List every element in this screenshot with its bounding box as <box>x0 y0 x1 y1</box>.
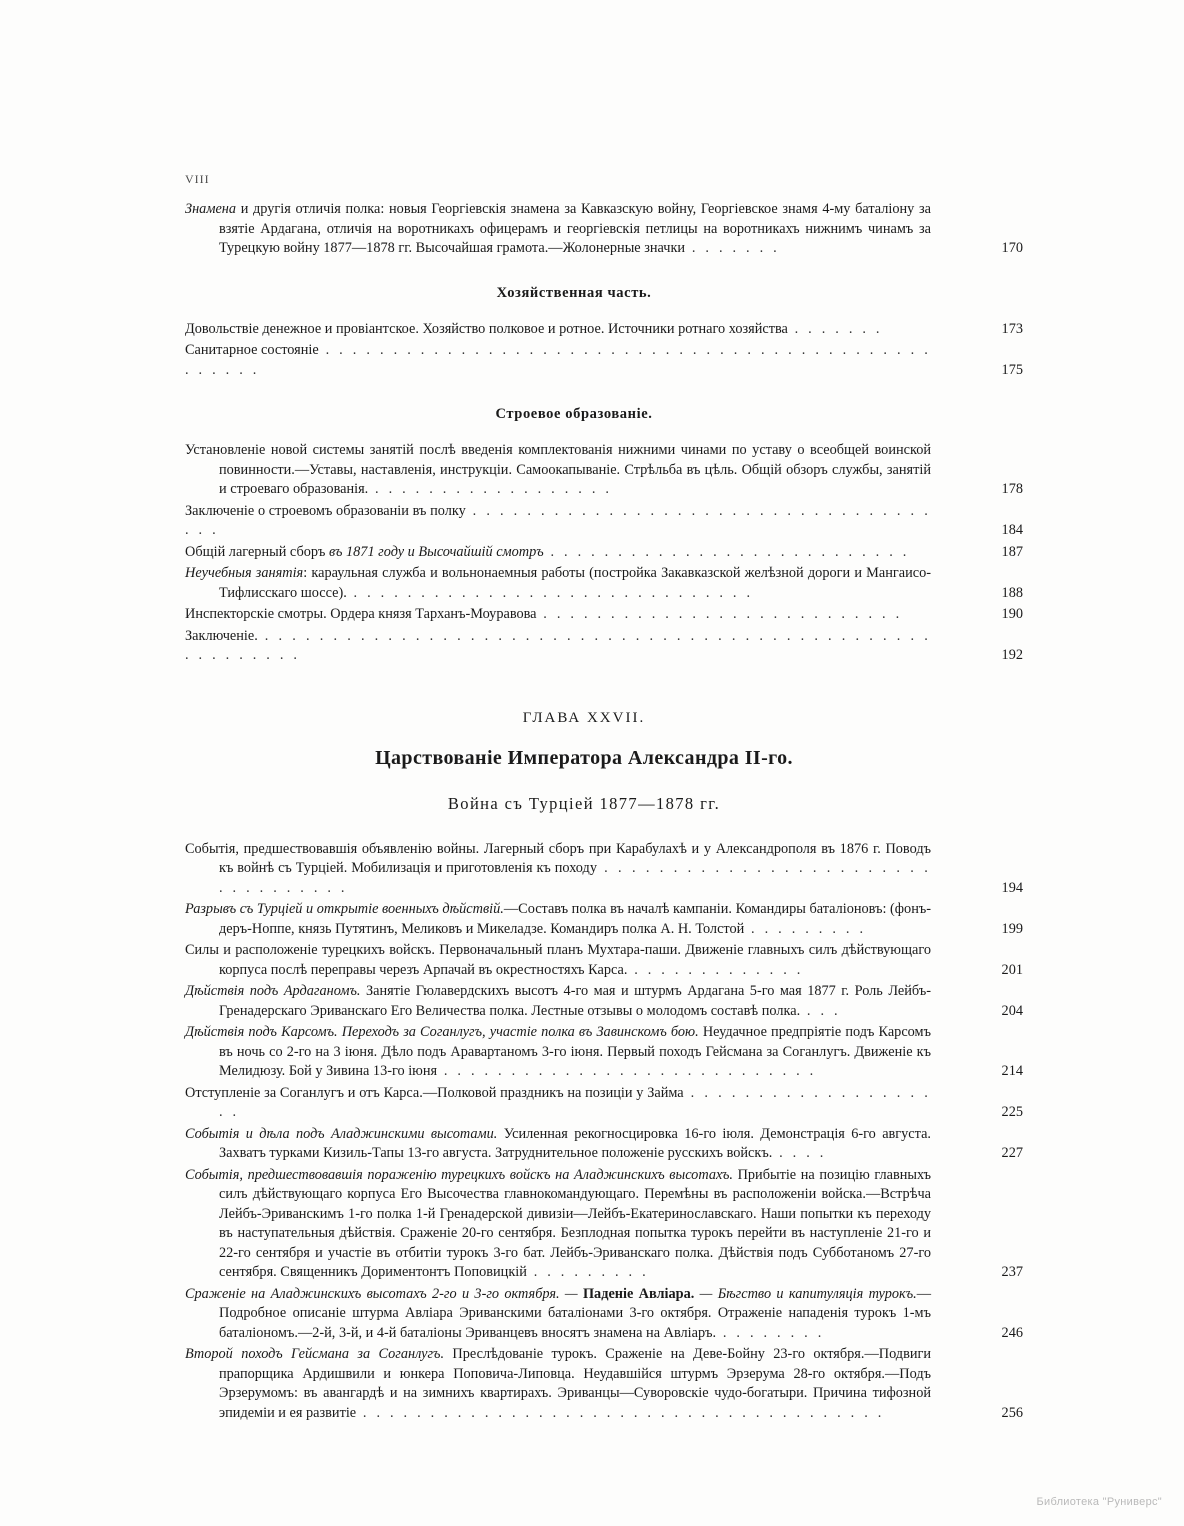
toc-entry-text <box>185 1084 1023 1123</box>
folio-number: VIII <box>185 172 210 186</box>
toc-entry-text <box>185 941 1023 980</box>
leader-dots: . . . . . . . <box>685 240 780 256</box>
toc-entry-body: Заключеніе о строевомъ образованіи въ полку <box>185 502 466 519</box>
chapter-label: ГЛАВА XXVII. <box>522 709 646 726</box>
leader-dots: . . . . . . . . . . . . . . . . . . . . . . . . . . . . <box>437 1063 817 1079</box>
toc-entry <box>185 900 1023 939</box>
leader-dots: . . . . . . . . . <box>526 1264 649 1280</box>
toc-entry <box>185 341 1023 380</box>
toc-page-number: 204 <box>1001 1002 1023 1019</box>
toc-entry-body: Прибытіе на позицію главныхъ силъ дѣйствующаго корпуса Его Высочества главнокомандующаго. Перемѣны въ расположеніи войска.—Встрѣча Лейбъ-Эриванскимъ 1-го полка 1-й Гренадерской дивизіи—Лейбъ-Екатеринославскаго. Наши попытки къ переходу въ наступательныя дѣйствія. Сраженіе 20-го сентября. Безплодная попытка турокъ перейти въ наступленіе 21-го и 22-го сентября и участіе въ отбитіи турокъ 3-го бат. Лейбъ-Эриванскаго полка. Дѣйствія подъ Субботаномъ 27-го сентября. Священникъ Дориментонтъ Поповицкій <box>219 1166 931 1280</box>
toc-entry-body: : караульная служба и вольнонаемныя работы (постройка Закавказской желѣзной дороги и Мангаисо-Тифлисскаго шоссе). <box>219 565 931 601</box>
toc-entry-body: Неудачное предпріятіе подъ Карсомъ въ ночь со 2-го на 3 іюня. Дѣло подъ Аравартаномъ 3-го іюня. Первый походъ Гейсмана за Соганлугъ. Движеніе къ Мелидюзу. Бой у Зивина 13-го іюня <box>219 1024 931 1079</box>
section-heading-drill: Строевое образованіе. <box>495 406 653 422</box>
toc-entry-body: Преслѣдованіе турокъ. Сраженіе на Деве-Бойну 23-го октября.—Подвиги прапорщика Ардишвили и юнкера Поповича-Липовца. Неудавшійся штурмъ Эрзерума 28-го октября.—Подъ Эрзерумомъ: въ авангардѣ и на зимнихъ квартирахъ. Эриванцы—Суворовскіе чудо-богатыри. Причина тифозной эпидеміи и ея развитіе <box>219 1346 931 1421</box>
toc-entry <box>185 1023 1023 1082</box>
toc-entry-text <box>185 1023 1023 1082</box>
toc-entry-text <box>185 441 1023 500</box>
leader-dots: . . . . <box>772 1145 827 1161</box>
toc-page-number: 199 <box>1001 920 1023 937</box>
toc-page-number: 201 <box>1001 961 1023 978</box>
toc-entry-text <box>185 605 1023 625</box>
toc-page-number: 246 <box>1001 1324 1023 1341</box>
chapter-title: Царствованіе Императора Александра II-го. <box>375 746 793 769</box>
leader-dots: . . . . . . . . . . . . . . . . . . . . . . . . . . . <box>543 543 910 560</box>
toc-entry-italic-lead: Сраженіе на Аладжинскихъ высотахъ 2-го и 3-го октября. — <box>185 1285 583 1302</box>
toc-entry-text <box>185 320 1023 340</box>
toc-entry-italic-mid: — Бѣгство и капитуляція турокъ. <box>694 1285 917 1302</box>
toc-page-number: 173 <box>1001 320 1023 337</box>
toc-page-number: 175 <box>1001 361 1023 378</box>
leader-dots: . . . . . . . . . . . . . . . . . . . . . . . . . . . . . . . . . . . . . . . . . . . . . . . . . . . <box>185 342 931 378</box>
toc-entry-body: Силы и расположеніе турецкихъ войскъ. Первоначальный планъ Мухтара-паши. Движеніе главныхъ силъ дѣйствующаго корпуса послѣ переправы черезъ Арпачай въ окрестностяхъ Карса. <box>185 942 931 978</box>
leader-dots: . . . . . . . . . . . . . <box>627 961 804 978</box>
toc-page-number: 194 <box>1001 879 1023 896</box>
toc-entry <box>185 1125 1023 1164</box>
toc-entry-text <box>185 1345 1023 1423</box>
toc-entry-bold-segment: Паденіе Авліара. <box>582 1285 695 1302</box>
leader-dots: . . . . . . . . <box>716 1324 825 1341</box>
toc-entry-text <box>185 543 1023 563</box>
toc-page-number: 187 <box>1001 543 1023 560</box>
toc-entry-body: —Подробное описаніе штурма Авліара Эриванскими баталіонами 3-го октября. Отраженіе нападенія турокъ 1-мъ баталіономъ.—2-й, 3-й, и 4-й баталіоны Эриванцевъ вносятъ знамена на Авліаръ. <box>219 1285 931 1341</box>
toc-entry <box>185 200 1023 259</box>
toc-entry-text <box>185 200 1023 259</box>
toc-page-number: 178 <box>1001 481 1023 497</box>
leader-dots: . . . . . . . . . <box>744 920 867 937</box>
toc-page-number: 184 <box>1001 522 1023 538</box>
toc-page-number: 225 <box>1001 1104 1023 1120</box>
leader-dots: . . . . . . . <box>787 320 883 337</box>
toc-page-number: 190 <box>1001 606 1023 622</box>
toc-entry-italic-lead: Событія, предшествовавшія пораженію турецкихъ войскъ на Аладжинскихъ высотахъ. <box>185 1166 733 1183</box>
toc-page-number: 256 <box>1001 1404 1023 1421</box>
toc-entry-body: Занятіе Гюлавердскихъ высотъ 4-го мая и штурмъ Ардагана 5-го мая 1877 г. Роль Лейбъ-Гренадерскаго Эриванскаго Его Величества полка. Лестные отзывы о молодомъ составѣ полка. <box>219 983 931 1019</box>
toc-entry <box>185 840 1023 899</box>
toc-entry <box>185 441 1023 500</box>
leader-dots: . . . . . . . . . . . . . . . . . . . . . . . . . . . <box>536 606 903 622</box>
toc-entry-italic-lead: Событія и дѣла подъ Аладжинскими высотами. <box>185 1125 498 1142</box>
toc-entry-body: —Составъ полка въ началѣ кампаніи. Командиры баталіоновъ: (фонъ-деръ-Ноппе, князь Путятинъ, Меликовъ и Микеладзе. Командиръ полка А. Н. Толстой <box>219 901 932 937</box>
toc-entry-body: Довольствіе денежное и провіантское. Хозяйство полковое и ротное. Источники ротнаго хозяйства <box>185 320 788 337</box>
leader-dots: . . . . . . . . . . . . . . . . . . . . . . . . . . . . . . . . . . <box>219 860 931 896</box>
toc-page-number: 214 <box>1001 1063 1023 1079</box>
leader-dots: . . . . . . . . . . . . . . . . . . . . . . . . . . . . . . . . . . . . . . . <box>356 1404 885 1421</box>
toc-entry-body: Событія, предшествовавшія объявленію войны. Лагерный сборъ при Карабулахѣ и у Александрополя въ 1876 г. Поводъ къ войнѣ съ Турціей. Мобилизація и приготовленія къ походу <box>185 840 931 876</box>
toc-entry-text <box>185 840 1023 899</box>
leader-dots: . . . <box>800 1002 841 1019</box>
leader-dots: . . . . . . . . . . . . . . . . . . . . . . . . . . . . . . . . . . . . . <box>185 502 931 538</box>
toc-entry-text <box>185 1125 1023 1164</box>
toc-entry-text <box>185 900 1023 939</box>
leader-dots: . . . . . . . . . . . . . . . . . . . . . . . . . . . . . . <box>346 584 754 601</box>
library-watermark: Библиотека "Руниверс" <box>1036 1496 1162 1508</box>
toc-entry-text <box>185 1285 1023 1344</box>
toc-entry-italic-lead: Второй походъ Гейсмана за Соганлугъ. <box>185 1346 445 1362</box>
toc-entry <box>185 320 1023 340</box>
toc-entry-italic-tail: въ 1871 году и Высочайшій смотръ <box>329 543 544 560</box>
toc-entry-italic-lead: Неучебныя занятія <box>185 565 304 581</box>
toc-page-number: 237 <box>1001 1264 1023 1280</box>
toc-entry-italic-lead: Разрывъ съ Турціей и открытіе военныхъ дѣйствій. <box>185 901 504 917</box>
toc-entry-body: Отступленіе за Соганлугъ и отъ Карса.—Полковой праздникъ на позиціи у Займа <box>185 1084 684 1101</box>
toc-entry <box>185 1166 1023 1283</box>
toc-entry <box>185 605 1023 625</box>
toc-entry-text <box>185 564 1023 603</box>
toc-page-number: 188 <box>1001 584 1023 601</box>
toc-entry <box>185 1285 1023 1344</box>
leader-dots: . . . . . . . . . . . . . . . . . . <box>368 481 613 497</box>
toc-entry-body: и другія отличія полка: новыя Георгіевскія знамена за Кавказскую войну, Георгіевское знамя 4-му баталіону за взятіе Ардагана, отличія на воротникахъ офицерамъ и георгіевскія петлицы на воротникахъ нижнимъ чинамъ за Турецкую войну 1877—1878 гг. Высочайшая грамота.—Жолонерные значки <box>219 201 931 256</box>
toc-entry-italic-lead: Дѣйствія подъ Ардаганомъ. <box>185 983 361 999</box>
toc-entry <box>185 982 1023 1021</box>
toc-entry <box>185 1084 1023 1123</box>
toc-entry <box>185 627 1023 666</box>
toc-page-number: 192 <box>1001 647 1023 663</box>
toc-entry-body: Заключеніе. <box>185 627 258 644</box>
toc-entry <box>185 564 1023 603</box>
toc-entry <box>185 1345 1023 1423</box>
toc-entry-italic-lead: Дѣйствія подъ Карсомъ. Переходъ за Соганлугъ, участіе полка въ Завинскомъ бою. <box>185 1024 699 1040</box>
toc-page-number: 170 <box>1001 240 1023 256</box>
toc-entry-body: Инспекторскіе смотры. Ордера князя Тарханъ-Моуравова <box>185 606 537 622</box>
toc-entry-body: Установленіе новой системы занятій послѣ введенія комплектованія нижними чинами по уставу о всеобщей воинской повинности.—Уставы, наставленія, инструкціи. Самоокапываніе. Стрѣльба въ цѣль. Общій обзоръ службы, занятій и строеваго образованія. <box>185 442 931 497</box>
toc-entry-text <box>185 1166 1023 1283</box>
toc-entry-body: Общій лагерный сборъ <box>185 543 329 560</box>
leader-dots: . . . . . . . . . . . . . . . . . . . . . . . . . . . . . . . . . . . . . . . . . . . . . . . . . . . . . . . . . . <box>185 627 931 663</box>
section-heading-economy: Хозяйственная часть. <box>496 284 652 301</box>
toc-entry-text <box>185 502 1023 541</box>
toc-entry-italic-lead: Знамена <box>185 201 237 217</box>
toc-entry-body: Санитарное состояніе <box>185 342 319 358</box>
table-of-contents <box>185 200 1023 1425</box>
toc-entry <box>185 502 1023 541</box>
toc-page-number: 227 <box>1001 1145 1023 1161</box>
leader-dots: . . . . . . . . . . . . . . . . . . . . <box>219 1084 932 1120</box>
toc-entry-body: Усиленная рекогносцировка 16-го іюля. Демонстрація 6-го августа. Захватъ турками Кизиль-Тапы 13-го августа. Затруднительное положеніе русскихъ войскъ. <box>219 1125 931 1161</box>
chapter-subtitle: Война съ Турціей 1877—1878 гг. <box>447 793 721 813</box>
toc-entry-text <box>185 627 1023 666</box>
toc-entry <box>185 941 1023 980</box>
toc-entry <box>185 543 1023 563</box>
toc-entry-text <box>185 341 1023 380</box>
toc-entry-text <box>185 982 1023 1021</box>
